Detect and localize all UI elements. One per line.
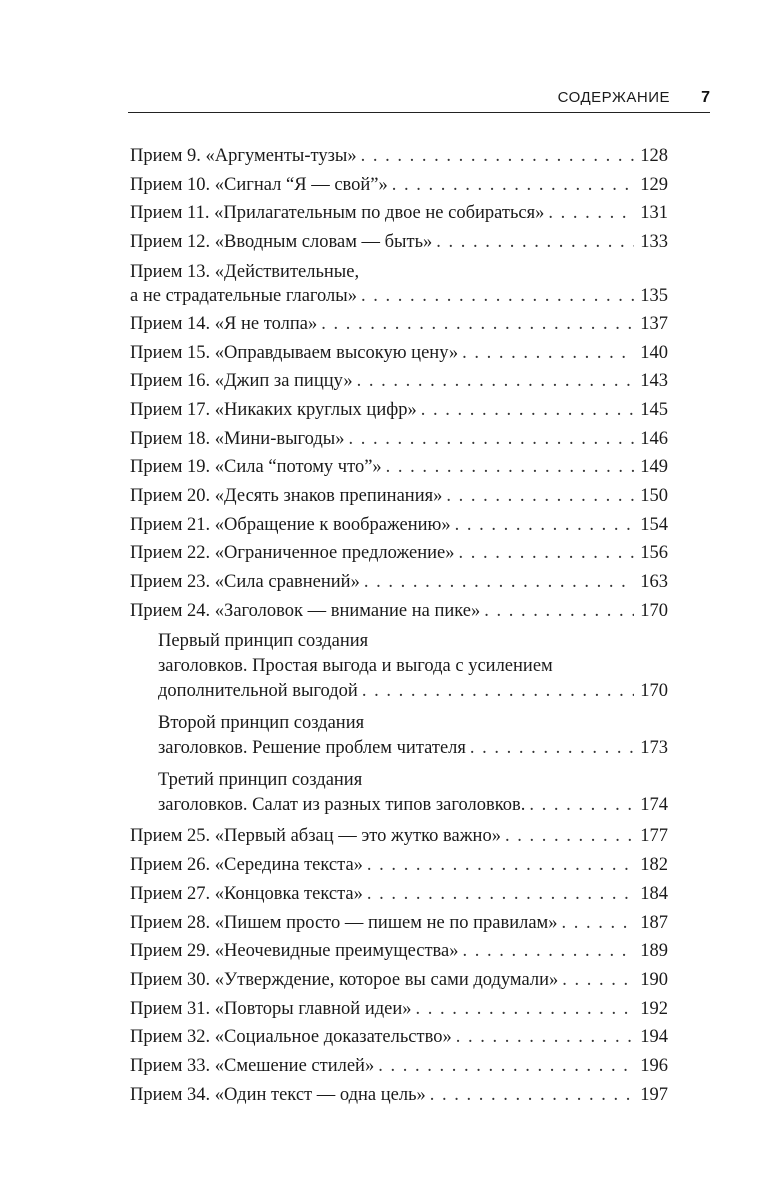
toc-entry: Прием 20. «Десять знаков препинания» . . . 150: [130, 482, 668, 511]
toc-entry: Прием 29. «Неочевидные преимущества» . . . 189: [130, 937, 668, 966]
toc-entry: Прием 31. «Повторы главной идеи» . . . 192: [130, 995, 668, 1024]
section-title: СОДЕРЖАНИЕ: [557, 89, 670, 106]
toc-entry: Прием 22. «Ограниченное предложение» . . . 156: [130, 539, 668, 568]
toc-entry: Прием 21. «Обращение к воображению» . . . 154: [130, 511, 668, 540]
toc-entry: Прием 15. «Оправдываем высокую цену» . . . 140: [130, 339, 668, 368]
toc-entry: Прием 25. «Первый абзац — это жутко важно» . . . 177: [130, 822, 668, 851]
running-header: [128, 86, 710, 113]
toc-entry: Прием 19. «Сила “потому что”» . . . 149: [130, 453, 668, 482]
toc-entry: Прием 26. «Середина текста» . . . 182: [130, 851, 668, 880]
toc-entry: Прием 9. «Аргументы-тузы» . . . 128: [130, 142, 668, 171]
toc-entry: Прием 28. «Пишем просто — пишем не по правилам» . . . 187: [130, 909, 668, 938]
toc-entry: Прием 27. «Концовка текста» . . . 184: [130, 880, 668, 909]
toc-entry: Прием 24. «Заголовок — внимание на пике» . . . 170: [130, 597, 668, 626]
toc-entry: Прием 23. «Сила сравнений» . . . 163: [130, 568, 668, 597]
toc-entry: Прием 30. «Утверждение, которое вы сами додумали» . . . 190: [130, 966, 668, 995]
toc-sub-entry: Второй принцип создания заголовков. Решение проблем читателя . . . 173: [130, 708, 668, 765]
toc-entry: Прием 16. «Джип за пиццу» . . . 143: [130, 367, 668, 396]
toc-entry: Прием 12. «Вводным словам — быть» . . . 133: [130, 228, 668, 257]
toc-sub-entry: Третий принцип создания заголовков. Салат из разных типов заголовков. . . . 174: [130, 765, 668, 823]
toc-entry: Прием 33. «Смешение стилей» . . . 196: [130, 1052, 668, 1081]
toc-entry: Прием 17. «Никаких круглых цифр» . . . 145: [130, 396, 668, 425]
toc-entry: Прием 32. «Социальное доказательство» . . . 194: [130, 1023, 668, 1052]
toc-entry: Прием 14. «Я не толпа» . . . 137: [130, 310, 668, 339]
toc-entry: Прием 13. «Действительные, а не страдательные глаголы» . . . 135: [130, 257, 668, 310]
table-of-contents: [130, 142, 668, 1109]
toc-entry: Прием 34. «Один текст — одна цель» . . . 197: [130, 1081, 668, 1110]
toc-entry: Прием 10. «Сигнал “Я — свой”» . . . 129: [130, 171, 668, 200]
toc-entry: Прием 18. «Мини-выгоды» . . . 146: [130, 425, 668, 454]
toc-entry: Прием 11. «Прилагательным по двое не собираться» . . . 131: [130, 199, 668, 228]
toc-sub-entry: Первый принцип создания заголовков. Простая выгода и выгода с усилением дополнительной выгодой . . . 170: [130, 626, 668, 708]
page-number: 7: [701, 89, 710, 106]
